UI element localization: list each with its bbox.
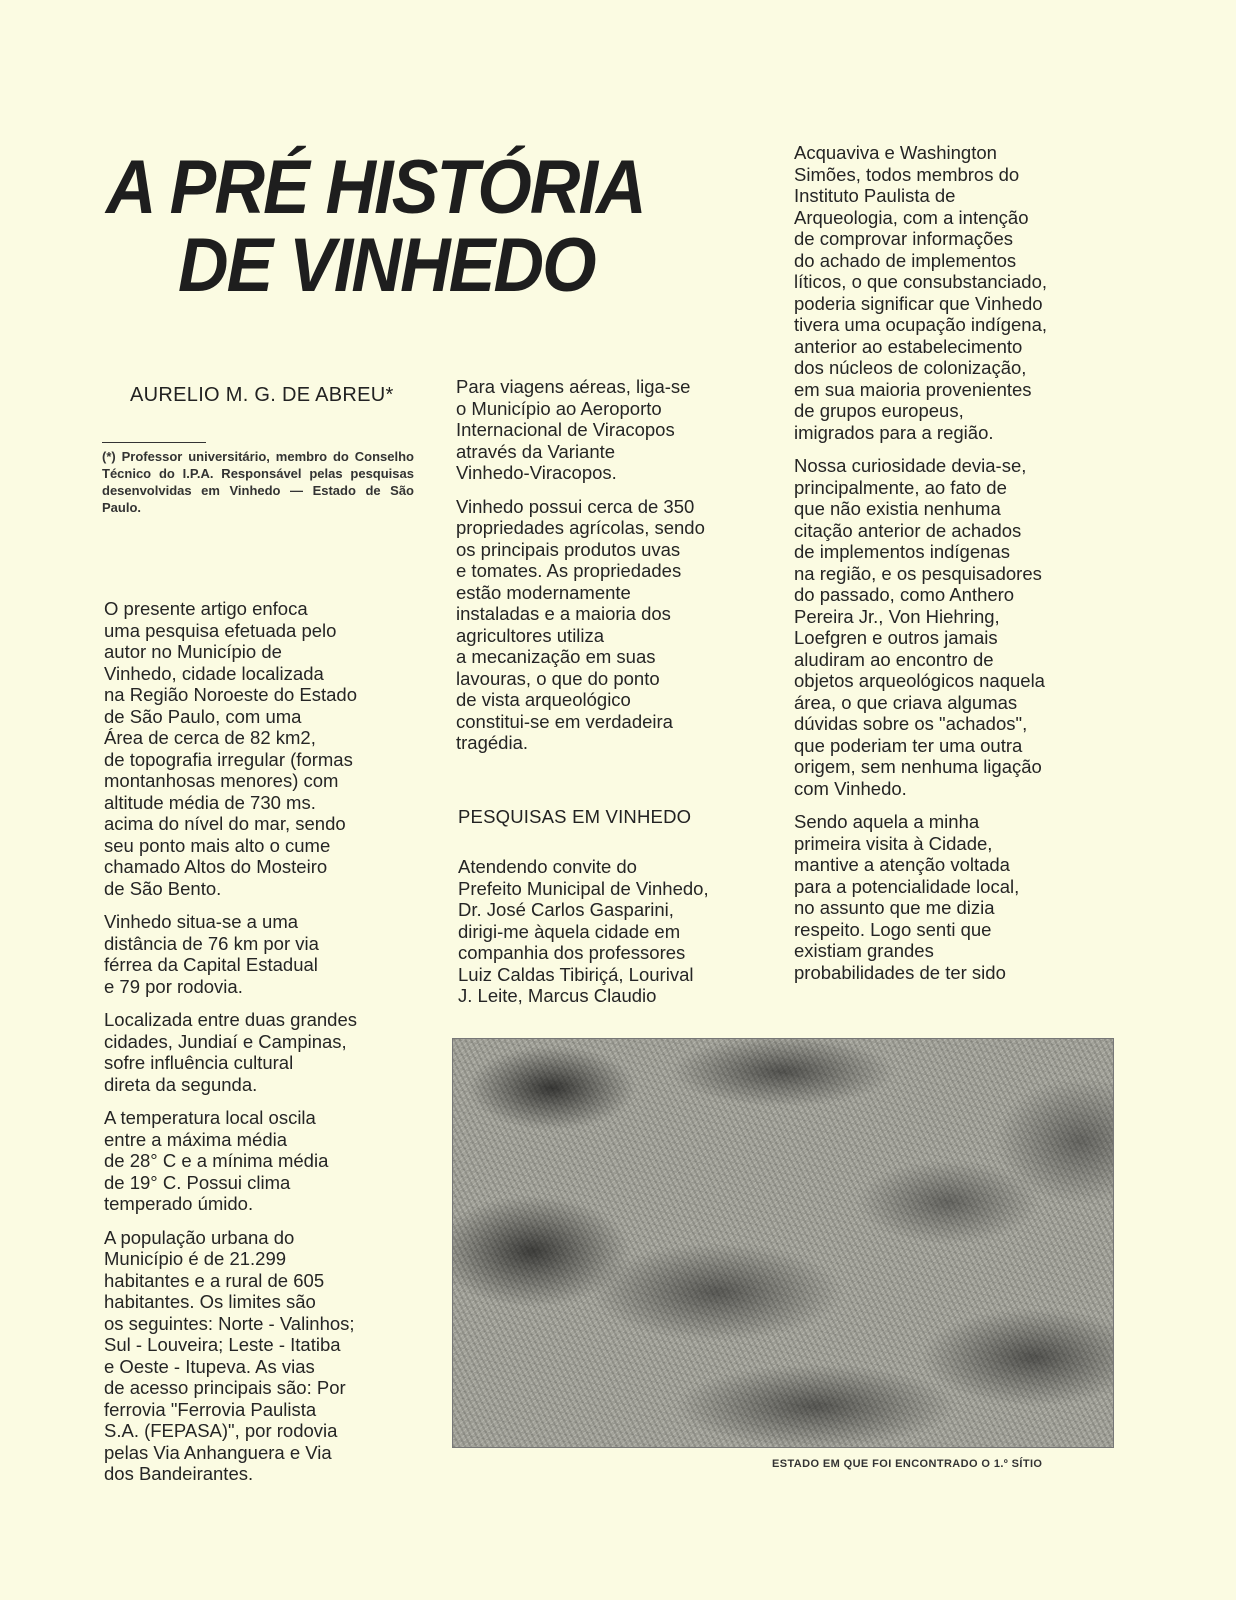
paragraph: Sendo aquela a minha primeira visita à Cidade, mantive a atenção voltada para a potencialidade local, no assunto que me dizia respeito. Logo senti que existiam grandes probabilidades de ter sido bbox=[794, 811, 1020, 983]
column-2 bbox=[456, 376, 766, 766]
paragraph: A população urbana do Município é de 21.299 habitantes e a rural de 605 habitantes. Os limites são os seguintes: Norte - Valinhos; Sul - Louveira; Leste - Itatiba e Oeste - Itupeva. As vias de acesso principais são: Por ferrovia "Ferrovia Paulista S.A. (FEPASA)", por rodovia pelas Via Anhanguera e Via dos Bandeirantes. bbox=[104, 1226, 355, 1484]
paragraph: O presente artigo enfoca uma pesquisa efetuada pelo autor no Município de Vinhedo, cidade localizada na Região Noroeste do Estado de São Paulo, com uma Área de cerca de 82 km2, de topografia irregular (formas montanhosas menores) com altitude média de 730 ms. acima do nível do mar, sendo seu ponto mais alto o cume chamado Altos do Mosteiro de São Bento. bbox=[104, 598, 358, 899]
author-footnote: (*) Professor universitário, membro do Conselho Técnico do I.P.A. Responsável pelas pesquisas desenvolvidas em Vinhedo — Estado de São Paulo. bbox=[102, 449, 414, 515]
paragraph: Vinhedo possui cerca de 350 propriedades agrícolas, sendo os principais produtos uvas e tomates. As propriedades estão modernamente instaladas e a maioria dos agricultores utiliza a mecanização em suas lavouras, o que do ponto de vista arqueológico constitui-se em verdadeira tragédia. bbox=[456, 495, 705, 753]
site-photograph bbox=[452, 1038, 1114, 1448]
paragraph: A temperatura local oscila entre a máxima média de 28° C e a mínima média de 19° C. Possui clima temperado úmido. bbox=[104, 1107, 329, 1214]
section-heading: PESQUISAS EM VINHEDO bbox=[458, 806, 692, 827]
column-1 bbox=[104, 598, 424, 1497]
column-3 bbox=[794, 142, 1104, 995]
paragraph: Acquaviva e Washington Simões, todos membros do Instituto Paulista de Arqueologia, com a intenção de comprovar informações do achado de implementos líticos, o que consubstanciado, poderia significar que Vinhedo tivera uma ocupação indígena, anterior ao estabelecimento dos núcleos de colonização, em sua maioria provenientes de grupos europeus, imigrados para a região. bbox=[794, 142, 1048, 443]
article-title-line-1: A PRÉ HISTÓRIA bbox=[106, 145, 645, 230]
photo-caption: ESTADO EM QUE FOI ENCONTRADO O 1.º SÍTIO bbox=[772, 1458, 1043, 1470]
footnote-divider bbox=[102, 442, 206, 443]
paragraph: Localizada entre duas grandes cidades, Jundiaí e Campinas, sofre influência cultural direta da segunda. bbox=[104, 1009, 358, 1095]
paragraph: Vinhedo situa-se a uma distância de 76 km por via férrea da Capital Estadual e 79 por rodovia. bbox=[104, 911, 319, 997]
paragraph: Para viagens aéreas, liga-se o Município ao Aeroporto Internacional de Viracopos através da Variante Vinhedo-Viracopos. bbox=[456, 376, 691, 483]
author-byline: AURELIO M. G. DE ABREU* bbox=[130, 384, 394, 406]
column-2-continued bbox=[458, 856, 768, 1019]
article-title-line-2: DE VINHEDO bbox=[178, 223, 595, 308]
paragraph: Atendendo convite do Prefeito Municipal de Vinhedo, Dr. José Carlos Gasparini, dirigi-me àquela cidade em companhia dos professores Luiz Caldas Tibiriçá, Lourival J. Leite, Marcus Claudio bbox=[458, 856, 709, 1006]
paragraph: Nossa curiosidade devia-se, principalmente, ao fato de que não existia nenhuma citação anterior de achados de implementos indígenas na região, e os pesquisadores do passado, como Anthero Pereira Jr., Von Hiehring, Loefgren e outros jamais aludiram ao encontro de objetos arqueológicos naquela área, o que criava algumas dúvidas sobre os "achados", que poderiam ter uma outra origem, sem nenhuma ligação com Vinhedo. bbox=[794, 455, 1045, 799]
